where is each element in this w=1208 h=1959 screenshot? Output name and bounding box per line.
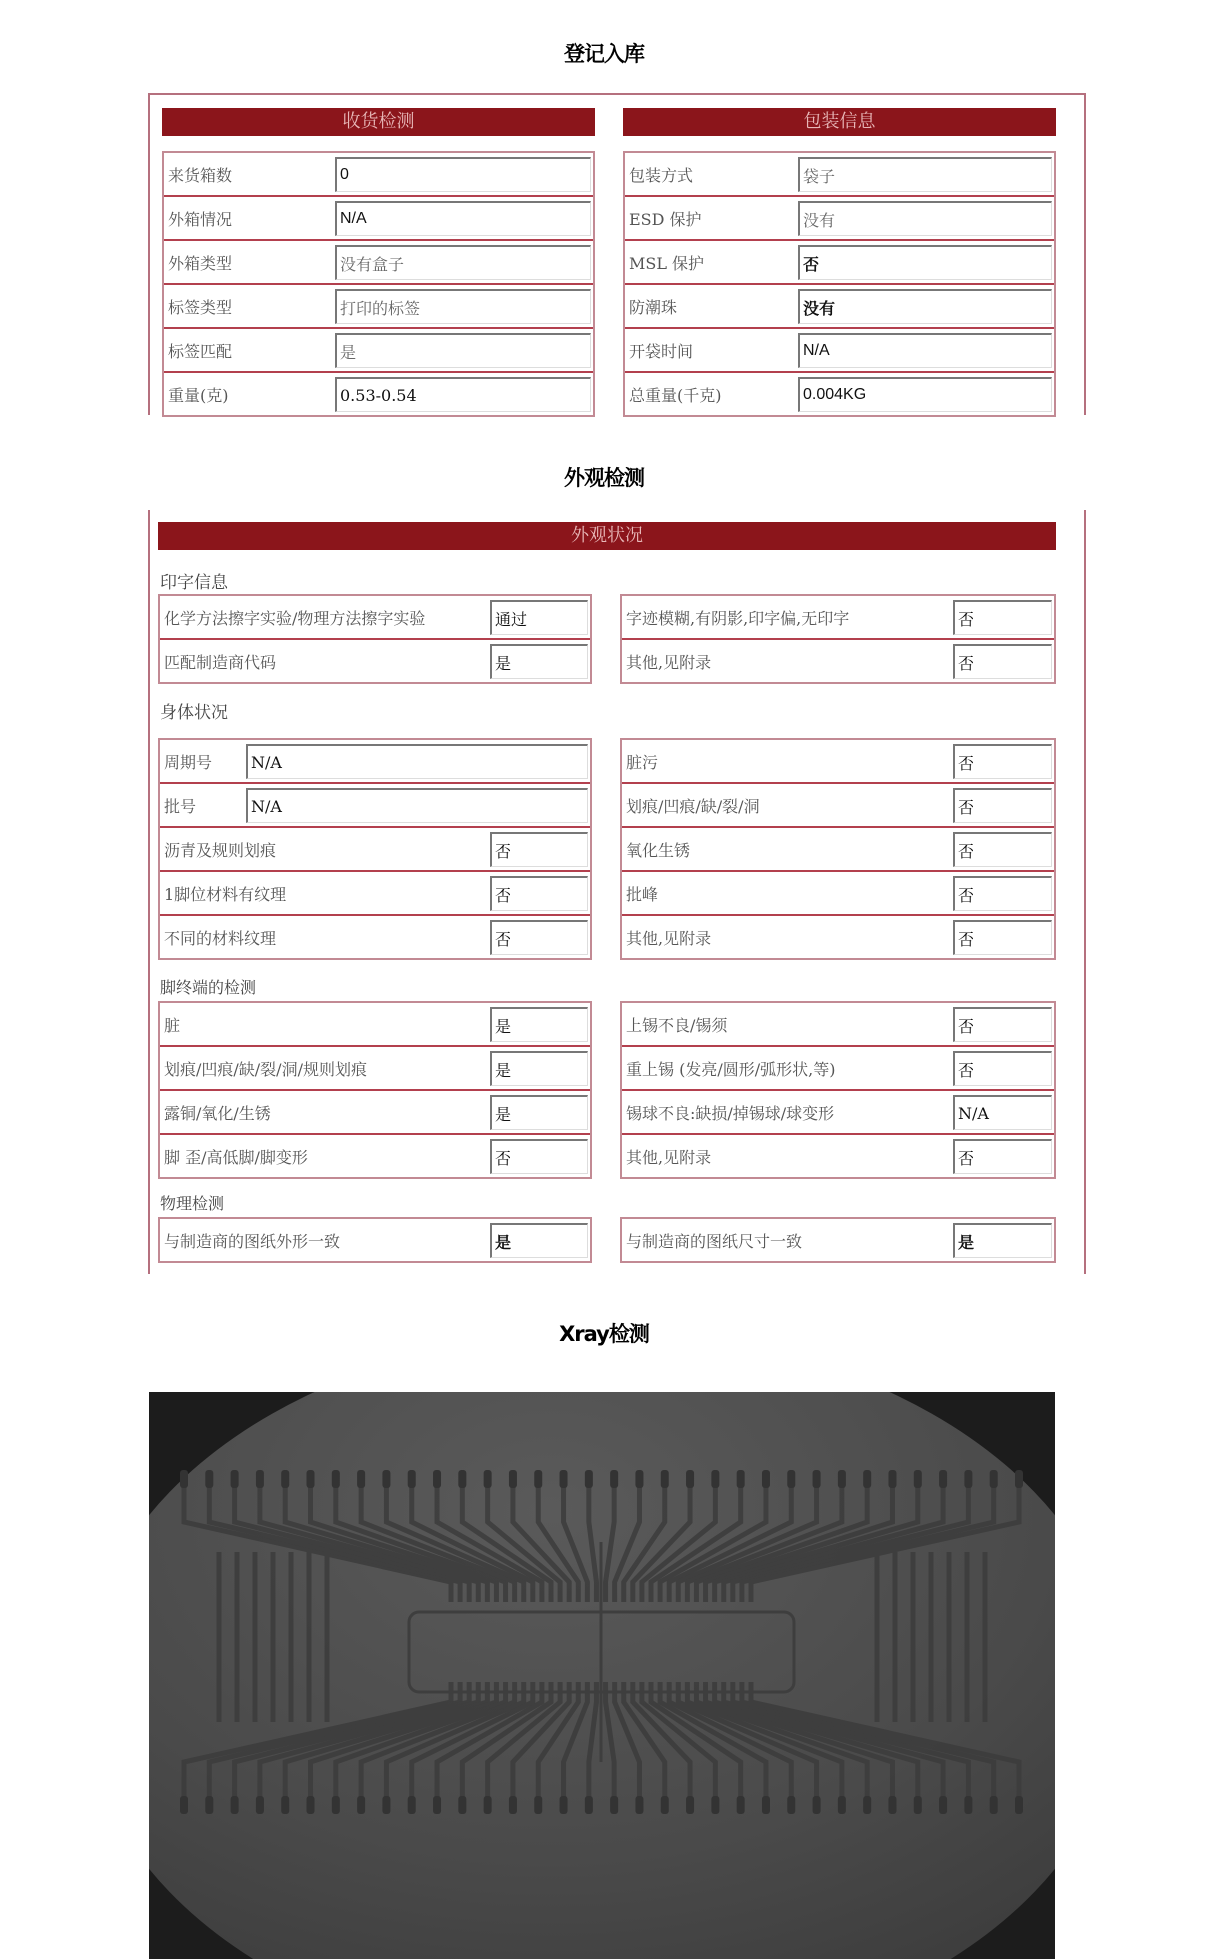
xray-pad (382, 1470, 390, 1488)
xray-image (149, 1392, 1055, 1959)
desiccant-field[interactable]: 没有 (798, 289, 1052, 324)
xray-pad (307, 1796, 315, 1814)
xray-pad (610, 1470, 618, 1488)
xray-pad (256, 1470, 264, 1488)
xray-pad (357, 1470, 365, 1488)
xray-pad (990, 1470, 998, 1488)
xray-pad (585, 1796, 593, 1814)
table-row (622, 826, 1054, 870)
physical-left-table (158, 1217, 592, 1263)
section-title-appearance: 外观检测 (564, 466, 644, 490)
body-right-table (620, 738, 1056, 960)
xray-pad (408, 1796, 416, 1814)
xray-pad (813, 1470, 821, 1488)
dimension-match-field[interactable]: 是 (953, 1223, 1052, 1258)
table-row (622, 596, 1054, 638)
box-count-field[interactable]: 0 (335, 157, 591, 192)
field-label: 包装方式 (629, 165, 694, 185)
table-row (622, 740, 1054, 782)
xray-pad (990, 1796, 998, 1814)
packaging-header: 包装信息 (623, 108, 1056, 136)
table-row (164, 153, 593, 195)
marking-other-field[interactable]: 否 (953, 644, 1052, 679)
label-type-field[interactable]: 打印的标签 (335, 289, 591, 324)
xray-pad (307, 1470, 315, 1488)
xray-pad (231, 1470, 239, 1488)
xray-pad (813, 1796, 821, 1814)
table-row (160, 740, 590, 782)
xray-pad (914, 1470, 922, 1488)
xray-pad (939, 1796, 947, 1814)
xray-pad (787, 1470, 795, 1488)
section-title-xray: Xray检测 (559, 1322, 649, 1346)
xray-pad (281, 1470, 289, 1488)
receiving-table (162, 151, 595, 417)
table-row (622, 1133, 1054, 1177)
field-label: 氧化生锈 (626, 840, 691, 860)
body-left-table (158, 738, 592, 960)
subhead-physical: 物理检测 (160, 1194, 225, 1213)
xray-pad (509, 1796, 517, 1814)
flash-field[interactable]: 否 (953, 876, 1052, 911)
xray-pad (711, 1470, 719, 1488)
xray-pad (888, 1796, 896, 1814)
date-code-field[interactable]: N/A (246, 744, 588, 779)
table-row (160, 596, 590, 638)
field-label: 划痕/凹痕/缺/裂/洞 (626, 796, 760, 816)
dirt-field[interactable]: 否 (953, 744, 1052, 779)
xray-pad (560, 1796, 568, 1814)
packing-method-field[interactable]: 袋子 (798, 157, 1052, 192)
receiving-header: 收货检测 (162, 108, 595, 136)
marking-right-table (620, 594, 1056, 684)
xray-pad (560, 1470, 568, 1488)
xray-pad (787, 1796, 795, 1814)
xray-pad (382, 1796, 390, 1814)
table-row (622, 1219, 1054, 1261)
xray-pad (737, 1796, 745, 1814)
solder-ball-field[interactable]: N/A (953, 1095, 1052, 1130)
lot-number-field[interactable]: N/A (246, 788, 588, 823)
xray-pad (661, 1470, 669, 1488)
oxidation-field[interactable]: 否 (953, 832, 1052, 867)
field-label: 防潮珠 (629, 297, 678, 317)
xray-pad (458, 1470, 466, 1488)
xray-pad (357, 1796, 365, 1814)
bent-leads-field[interactable]: 否 (490, 1139, 588, 1174)
field-label: 划痕/凹痕/缺/裂/洞/规则划痕 (164, 1059, 367, 1079)
xray-lead-frame-graphic (149, 1392, 1055, 1959)
field-label: 字迹模糊,有阴影,印字偏,无印字 (626, 608, 850, 628)
esd-protection-field[interactable]: 没有 (798, 201, 1052, 236)
sanding-marks-field[interactable]: 否 (490, 832, 588, 867)
xray-pad (686, 1470, 694, 1488)
lead-dirty-field[interactable]: 是 (490, 1007, 588, 1042)
table-row (625, 371, 1054, 415)
table-row (160, 1133, 590, 1177)
table-row (622, 1003, 1054, 1045)
table-row (625, 283, 1054, 327)
xray-pad (610, 1796, 618, 1814)
physical-right-table (620, 1217, 1056, 1263)
xray-pad (762, 1470, 770, 1488)
pin1-texture-field[interactable]: 否 (490, 876, 588, 911)
erase-test-field[interactable]: 通过 (490, 600, 588, 635)
table-row (622, 914, 1054, 958)
outline-match-field[interactable]: 是 (490, 1223, 588, 1258)
field-label: 沥青及规则划痕 (164, 840, 277, 860)
table-row (160, 1045, 590, 1089)
table-row (622, 638, 1054, 682)
xray-pad (585, 1470, 593, 1488)
xray-pad (863, 1470, 871, 1488)
table-row (625, 153, 1054, 195)
xray-pad (964, 1796, 972, 1814)
table-row (160, 826, 590, 870)
xray-pad (914, 1796, 922, 1814)
table-row (164, 195, 593, 239)
terminals-other-field[interactable]: 否 (953, 1139, 1052, 1174)
table-row (622, 782, 1054, 826)
xray-pad (205, 1796, 213, 1814)
field-label: 总重量(千克) (629, 385, 722, 405)
visual-condition-header: 外观状况 (158, 522, 1056, 550)
table-row (164, 327, 593, 371)
lead-scratch-field[interactable]: 是 (490, 1051, 588, 1086)
xray-pad (888, 1470, 896, 1488)
weight-field[interactable]: 0.53-0.54 (335, 377, 591, 412)
field-label: 外箱类型 (168, 253, 233, 273)
subhead-terminals: 脚终端的检测 (160, 978, 257, 997)
xray-pad (1015, 1470, 1023, 1488)
table-row (160, 914, 590, 958)
xray-pad (964, 1470, 972, 1488)
label-match-field[interactable]: 是 (335, 333, 591, 368)
field-label: 露铜/氧化/生锈 (164, 1103, 271, 1123)
xray-pad (939, 1470, 947, 1488)
outer-box-type-field[interactable]: 没有盒子 (335, 245, 591, 280)
xray-pad (458, 1796, 466, 1814)
table-row (160, 638, 590, 682)
field-label: 不同的材料纹理 (164, 928, 277, 948)
field-label: 匹配制造商代码 (164, 652, 277, 672)
outer-box-condition-field[interactable]: N/A (335, 201, 591, 236)
xray-pad (635, 1796, 643, 1814)
field-label: 周期号 (164, 752, 213, 772)
terminals-right-table (620, 1001, 1056, 1179)
table-row (160, 782, 590, 826)
table-row (622, 1045, 1054, 1089)
xray-pad (711, 1796, 719, 1814)
field-label: 化学方法擦字实验/物理方法擦字实验 (164, 608, 426, 628)
xray-pad (332, 1470, 340, 1488)
exposed-copper-field[interactable]: 是 (490, 1095, 588, 1130)
field-label: 锡球不良:缺损/掉锡球/球变形 (626, 1103, 835, 1123)
xray-pad (838, 1796, 846, 1814)
field-label: 脏污 (626, 752, 659, 772)
xray-pad (635, 1470, 643, 1488)
scratch-dent-field[interactable]: 否 (953, 788, 1052, 823)
table-row (164, 283, 593, 327)
xray-pad (256, 1796, 264, 1814)
xray-pad (484, 1470, 492, 1488)
terminals-left-table (158, 1001, 592, 1179)
field-label: 与制造商的图纸尺寸一致 (626, 1231, 803, 1251)
xray-pad (332, 1796, 340, 1814)
table-row (164, 239, 593, 283)
xray-pad (180, 1470, 188, 1488)
xray-pad (231, 1796, 239, 1814)
xray-pad (433, 1470, 441, 1488)
msl-protection-field[interactable]: 否 (798, 245, 1052, 280)
field-label: 外箱情况 (168, 209, 233, 229)
xray-pad (661, 1796, 669, 1814)
field-label: 脏 (164, 1015, 181, 1035)
poor-tinning-field[interactable]: 否 (953, 1007, 1052, 1042)
table-row (625, 195, 1054, 239)
xray-pad (408, 1470, 416, 1488)
field-label: 批号 (164, 796, 197, 816)
field-label: 与制造商的图纸外形一致 (164, 1231, 341, 1251)
field-label: 其他,见附录 (626, 652, 712, 672)
xray-pad (281, 1796, 289, 1814)
xray-pad (838, 1470, 846, 1488)
blurred-marking-field[interactable]: 否 (953, 600, 1052, 635)
field-label: 来货箱数 (168, 165, 233, 185)
field-label: 开袋时间 (629, 341, 694, 361)
table-row (164, 371, 593, 415)
table-row (160, 1089, 590, 1133)
table-row (625, 327, 1054, 371)
xray-pad (205, 1470, 213, 1488)
xray-pad (534, 1796, 542, 1814)
xray-pad (509, 1470, 517, 1488)
field-label: 上锡不良/锡须 (626, 1015, 728, 1035)
xray-pad (180, 1796, 188, 1814)
table-row (625, 239, 1054, 283)
field-label: 脚 歪/高低脚/脚变形 (164, 1147, 308, 1167)
field-label: 标签类型 (168, 297, 233, 317)
xray-pad (1015, 1796, 1023, 1814)
xray-pad (433, 1796, 441, 1814)
marking-left-table (158, 594, 592, 684)
xray-pad (863, 1796, 871, 1814)
field-label: 其他,见附录 (626, 928, 712, 948)
mfr-code-match-field[interactable]: 是 (490, 644, 588, 679)
subhead-body: 身体状况 (160, 703, 228, 723)
table-row (622, 870, 1054, 914)
field-label: 标签匹配 (168, 341, 233, 361)
table-row (160, 1003, 590, 1045)
table-row (160, 1219, 590, 1261)
bag-open-time-field[interactable]: N/A (798, 333, 1052, 368)
packaging-table (623, 151, 1056, 417)
field-label: ESD 保护 (629, 209, 702, 229)
xray-pad (737, 1470, 745, 1488)
different-texture-field[interactable]: 否 (490, 920, 588, 955)
total-weight-field[interactable]: 0.004KG (798, 377, 1052, 412)
xray-pad (762, 1796, 770, 1814)
table-row (160, 870, 590, 914)
field-label: 批峰 (626, 884, 659, 904)
section-title-registration: 登记入库 (564, 42, 644, 66)
field-label: MSL 保护 (629, 253, 705, 273)
body-other-field[interactable]: 否 (953, 920, 1052, 955)
xray-pad (686, 1796, 694, 1814)
xray-pad (484, 1796, 492, 1814)
subhead-marking: 印字信息 (160, 573, 228, 593)
field-label: 其他,见附录 (626, 1147, 712, 1167)
table-row (622, 1089, 1054, 1133)
retinning-field[interactable]: 否 (953, 1051, 1052, 1086)
field-label: 重量(克) (168, 385, 229, 405)
field-label: 1脚位材料有纹理 (164, 884, 287, 904)
xray-pad (534, 1470, 542, 1488)
field-label: 重上锡 (发亮/圆形/弧形状,等) (626, 1059, 836, 1079)
